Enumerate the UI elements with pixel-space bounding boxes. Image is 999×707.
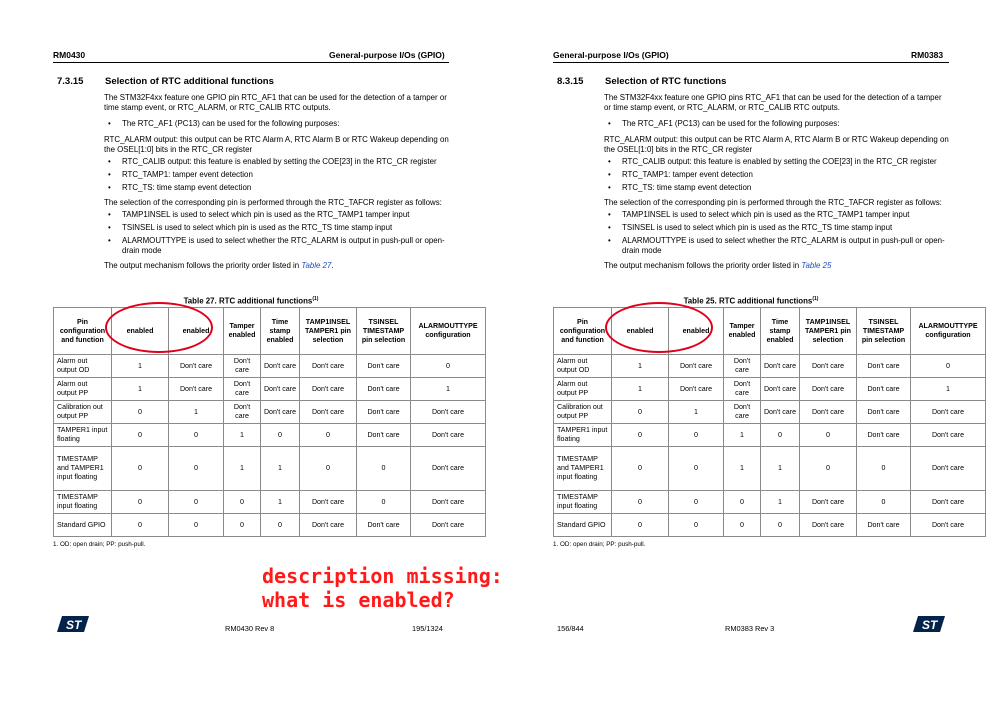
header-doc-id: RM0383: [911, 50, 944, 60]
table-cell: Don't care: [300, 355, 357, 378]
table-row: [54, 514, 486, 537]
table-cell: 0: [112, 401, 169, 424]
table-cell: Don't care: [224, 355, 261, 378]
table-cell: 1: [224, 447, 261, 491]
annotation-line-2: what is enabled?: [262, 588, 455, 612]
svg-text:ST: ST: [922, 618, 938, 632]
table-cell: Don't care: [411, 447, 486, 491]
table-row: [54, 401, 486, 424]
table-cell: 0: [261, 514, 300, 537]
rtc-functions-table: [53, 307, 486, 537]
table-cell: Don't care: [261, 378, 300, 401]
right-page: [500, 0, 999, 707]
list-item: • RTC_TS: time stamp event detection: [604, 183, 949, 193]
bullet-list-2: [604, 157, 949, 193]
table-cell: 0: [112, 491, 169, 514]
table-cell: TIMESTAMP and TAMPER1 input floating: [554, 447, 612, 491]
table-cell: Don't care: [800, 401, 857, 424]
bullet-list-3: [104, 210, 449, 256]
alarm-output-paragraph: RTC_ALARM output: this output can be RTC Alarm A, RTC Alarm B or RTC Wakeup depending on the OSEL[1:0] bits in the RTC_CR register: [604, 134, 949, 154]
selection-paragraph: The selection of the corresponding pin is performed through the RTC_TAFCR register as follows:: [604, 197, 942, 207]
table-cell: TIMESTAMP and TAMPER1 input floating: [54, 447, 112, 491]
table-cell: Calibration out output PP: [54, 401, 112, 424]
table-cell: 1: [612, 355, 669, 378]
table-cell: 0: [411, 355, 486, 378]
section-title: Selection of RTC additional functions: [105, 76, 274, 87]
table-cell: Don't care: [669, 378, 724, 401]
table-cell: TIMESTAMP input floating: [554, 491, 612, 514]
table-row: [54, 424, 486, 447]
table-cell: 0: [612, 401, 669, 424]
table-header-cell: enabled: [669, 308, 724, 355]
header-rule: [553, 62, 949, 63]
st-logo: [56, 615, 90, 638]
table-cell: Don't care: [224, 401, 261, 424]
table-cell: Don't care: [911, 491, 986, 514]
table-cell: 0: [169, 514, 224, 537]
table-cell: 0: [911, 355, 986, 378]
table-cell: 0: [112, 424, 169, 447]
table-cell: 0: [857, 447, 911, 491]
table-cell: 0: [761, 424, 800, 447]
section-body: [104, 93, 449, 277]
table-cell: Don't care: [800, 378, 857, 401]
list-item: • RTC_CALIB output: this feature is enabled by setting the COE[23] in the RTC_CR register: [604, 157, 949, 167]
table-cell: Don't care: [300, 491, 357, 514]
list-item: • RTC_TAMP1: tamper event detection: [604, 170, 949, 180]
table-row: [554, 355, 986, 378]
table-cell: 1: [112, 355, 169, 378]
table-row: [554, 514, 986, 537]
header-rule: [53, 62, 449, 63]
table-cell: Don't care: [300, 401, 357, 424]
table-cell: 0: [800, 424, 857, 447]
table-header-cell: TSINSEL TIMESTAMP pin selection: [857, 308, 911, 355]
table-cell: Don't care: [857, 355, 911, 378]
footer-page-number: 195/1324: [412, 624, 443, 633]
table-cell: 0: [724, 491, 761, 514]
table-cell: 0: [761, 514, 800, 537]
svg-text:ST: ST: [66, 618, 82, 632]
table-link[interactable]: Table 27: [301, 261, 332, 271]
table-header-cell: enabled: [612, 308, 669, 355]
table-cell: TAMPER1 input floating: [554, 424, 612, 447]
alarm-output-paragraph: RTC_ALARM output: this output can be RTC Alarm A, RTC Alarm B or RTC Wakeup depending on the OSEL[1:0] bits in the RTC_CR register: [104, 134, 449, 154]
section-number: 8.3.15: [557, 76, 584, 87]
table-row: [554, 424, 986, 447]
table-cell: 0: [612, 447, 669, 491]
table-cell: 0: [612, 491, 669, 514]
list-item: • TSINSEL is used to select which pin is used as the RTC_TS time stamp input: [104, 223, 449, 233]
table-cell: 0: [112, 447, 169, 491]
table-cell: Don't care: [224, 378, 261, 401]
table-cell: 0: [724, 514, 761, 537]
bullet-list-1: [604, 119, 949, 129]
table-row: [54, 447, 486, 491]
list-item: • The RTC_AF1 (PC13) can be used for the following purposes:: [604, 119, 949, 129]
table-cell: Don't care: [169, 355, 224, 378]
table-cell: 0: [669, 514, 724, 537]
table-cell: Don't care: [761, 355, 800, 378]
table-header-cell: Time stamp enabled: [761, 308, 800, 355]
table-cell: Don't care: [857, 401, 911, 424]
table-cell: 0: [224, 514, 261, 537]
table-cell: 1: [612, 378, 669, 401]
table-header-cell: Pin configuration and function: [54, 308, 112, 355]
table-cell: 0: [800, 447, 857, 491]
table-cell: 1: [761, 447, 800, 491]
section-title: Selection of RTC functions: [605, 76, 727, 87]
table-cell: Don't care: [300, 378, 357, 401]
table-cell: 0: [669, 447, 724, 491]
table-cell: 0: [357, 491, 411, 514]
table-cell: Don't care: [857, 378, 911, 401]
table-cell: 0: [612, 514, 669, 537]
table-row: [554, 491, 986, 514]
header-chapter: General-purpose I/Os (GPIO): [329, 50, 445, 60]
table-header-cell: ALARMOUTTYPE configuration: [411, 308, 486, 355]
table-cell: Don't care: [261, 355, 300, 378]
header-doc-id: RM0430: [53, 50, 86, 60]
selection-paragraph: The selection of the corresponding pin is performed through the RTC_TAFCR register as follows:: [104, 197, 442, 207]
table-cell: Don't care: [300, 514, 357, 537]
table-cell: Standard GPIO: [54, 514, 112, 537]
table-header-cell: enabled: [169, 308, 224, 355]
section-heading: [557, 76, 726, 87]
table-cell: Don't care: [669, 355, 724, 378]
table-link[interactable]: Table 25: [801, 261, 832, 271]
table-cell: Don't care: [724, 355, 761, 378]
footer-page-number: 156/844: [557, 624, 584, 633]
table-footnote: 1. OD: open drain; PP: push-pull.: [553, 541, 646, 548]
table-cell: 1: [411, 378, 486, 401]
table-cell: Don't care: [261, 401, 300, 424]
table-cell: 0: [224, 491, 261, 514]
section-body: [604, 93, 949, 277]
table-row: [54, 491, 486, 514]
table-cell: Don't care: [857, 424, 911, 447]
table-caption: Table 25. RTC additional functions$^{(1)}$: [683, 296, 819, 306]
table-cell: Don't care: [411, 514, 486, 537]
table-cell: Standard GPIO: [554, 514, 612, 537]
table-cell: 1: [911, 378, 986, 401]
table-cell: 1: [169, 401, 224, 424]
intro-paragraph: The STM32F4xx feature one GPIO pins RTC_AF1 that can be used for the detection of a tamper or time stamp event, or RTC_ALARM, or RTC_CALIB RTC outputs.: [604, 93, 942, 113]
table-header-cell: Tamper enabled: [224, 308, 261, 355]
table-cell: Don't care: [911, 401, 986, 424]
table-cell: Alarm out output OD: [54, 355, 112, 378]
priority-paragraph: The output mechanism follows the priority order listed in Table 25: [604, 261, 832, 271]
list-item: • TAMP1INSEL is used to select which pin is used as the RTC_TAMP1 tamper input: [604, 210, 949, 220]
list-item: • TSINSEL is used to select which pin is used as the RTC_TS time stamp input: [604, 223, 949, 233]
table-cell: Don't care: [357, 424, 411, 447]
bullet-list-3: [604, 210, 949, 256]
table-header-cell: TSINSEL TIMESTAMP pin selection: [357, 308, 411, 355]
table-cell: Alarm out output PP: [54, 378, 112, 401]
table-cell: 1: [224, 424, 261, 447]
table-cell: Don't care: [357, 514, 411, 537]
table-caption: Table 27. RTC additional functions$^{(1)}$: [183, 296, 319, 306]
table-cell: Don't care: [911, 514, 986, 537]
footer-revision: RM0430 Rev 8: [225, 624, 275, 633]
table-row: [54, 355, 486, 378]
table-cell: Don't care: [761, 378, 800, 401]
footer-revision: RM0383 Rev 3: [725, 624, 775, 633]
bullet-list-1: [104, 119, 449, 129]
table-header-cell: ALARMOUTTYPE configuration: [911, 308, 986, 355]
table-row: [54, 378, 486, 401]
table-cell: Don't care: [800, 514, 857, 537]
table-header-row: [554, 308, 986, 355]
table-header-cell: Tamper enabled: [724, 308, 761, 355]
table-cell: 0: [261, 424, 300, 447]
list-item: • ALARMOUTTYPE is used to select whether the RTC_ALARM is output in push-pull or open-drain mode: [104, 236, 449, 256]
bullet-list-2: [104, 157, 449, 193]
table-cell: 1: [761, 491, 800, 514]
table-cell: TAMPER1 input floating: [54, 424, 112, 447]
table-cell: Don't care: [911, 447, 986, 491]
table-cell: 0: [357, 447, 411, 491]
table-cell: Don't care: [411, 491, 486, 514]
table-cell: Don't care: [357, 355, 411, 378]
table-header-row: [54, 308, 486, 355]
table-cell: 0: [612, 424, 669, 447]
table-cell: 1: [261, 491, 300, 514]
table-cell: 0: [669, 491, 724, 514]
table-row: [554, 447, 986, 491]
table-cell: 0: [169, 491, 224, 514]
table-cell: Don't care: [357, 378, 411, 401]
table-header-cell: Time stamp enabled: [261, 308, 300, 355]
table-cell: TIMESTAMP input floating: [54, 491, 112, 514]
table-cell: Don't care: [857, 514, 911, 537]
list-item: • ALARMOUTTYPE is used to select whether the RTC_ALARM is output in push-pull or open-drain mode: [604, 236, 949, 256]
table-cell: Don't care: [169, 378, 224, 401]
table-cell: Don't care: [724, 378, 761, 401]
table-footnote: 1. OD: open drain; PP: push-pull.: [53, 541, 146, 548]
list-item: • TAMP1INSEL is used to select which pin is used as the RTC_TAMP1 tamper input: [104, 210, 449, 220]
list-item: • The RTC_AF1 (PC13) can be used for the following purposes:: [104, 119, 449, 129]
header-chapter: General-purpose I/Os (GPIO): [553, 50, 669, 60]
table-cell: 1: [261, 447, 300, 491]
table-cell: Calibration out output PP: [554, 401, 612, 424]
table-cell: Don't care: [911, 424, 986, 447]
table-cell: Alarm out output OD: [554, 355, 612, 378]
table-cell: 1: [724, 447, 761, 491]
list-item: • RTC_TAMP1: tamper event detection: [104, 170, 449, 180]
table-cell: 0: [300, 447, 357, 491]
table-cell: 0: [857, 491, 911, 514]
st-logo: [912, 615, 946, 638]
table-header-cell: Pin configuration and function: [554, 308, 612, 355]
rtc-functions-table: [553, 307, 986, 537]
table-cell: 0: [112, 514, 169, 537]
list-item: • RTC_CALIB output: this feature is enabled by setting the COE[23] in the RTC_CR register: [104, 157, 449, 167]
intro-paragraph: The STM32F4xx feature one GPIO pin RTC_AF1 that can be used for the detection of a tamper or time stamp event, or RTC_ALARM, or RTC_CALIB RTC outputs.: [104, 93, 447, 113]
table-cell: Don't care: [800, 491, 857, 514]
table-cell: Don't care: [724, 401, 761, 424]
table-row: [554, 378, 986, 401]
table-row: [554, 401, 986, 424]
table-cell: Alarm out output PP: [554, 378, 612, 401]
table-header-cell: TAMP1INSEL TAMPER1 pin selection: [300, 308, 357, 355]
table-cell: 0: [300, 424, 357, 447]
table-cell: Don't care: [357, 401, 411, 424]
table-cell: Don't care: [761, 401, 800, 424]
table-cell: Don't care: [800, 355, 857, 378]
section-heading: [57, 76, 274, 87]
table-header-cell: enabled: [112, 308, 169, 355]
table-cell: 0: [669, 424, 724, 447]
annotation-line-1: description missing:: [262, 564, 503, 588]
table-cell: 0: [169, 447, 224, 491]
table-cell: 1: [724, 424, 761, 447]
table-cell: 1: [669, 401, 724, 424]
table-cell: Don't care: [411, 401, 486, 424]
table-cell: 1: [112, 378, 169, 401]
section-number: 7.3.15: [57, 76, 84, 87]
table-cell: Don't care: [411, 424, 486, 447]
table-header-cell: TAMP1INSEL TAMPER1 pin selection: [800, 308, 857, 355]
annotation-text: [262, 564, 503, 612]
table-cell: 0: [169, 424, 224, 447]
priority-paragraph: The output mechanism follows the priority order listed in Table 27.: [104, 261, 334, 271]
list-item: • RTC_TS: time stamp event detection: [104, 183, 449, 193]
